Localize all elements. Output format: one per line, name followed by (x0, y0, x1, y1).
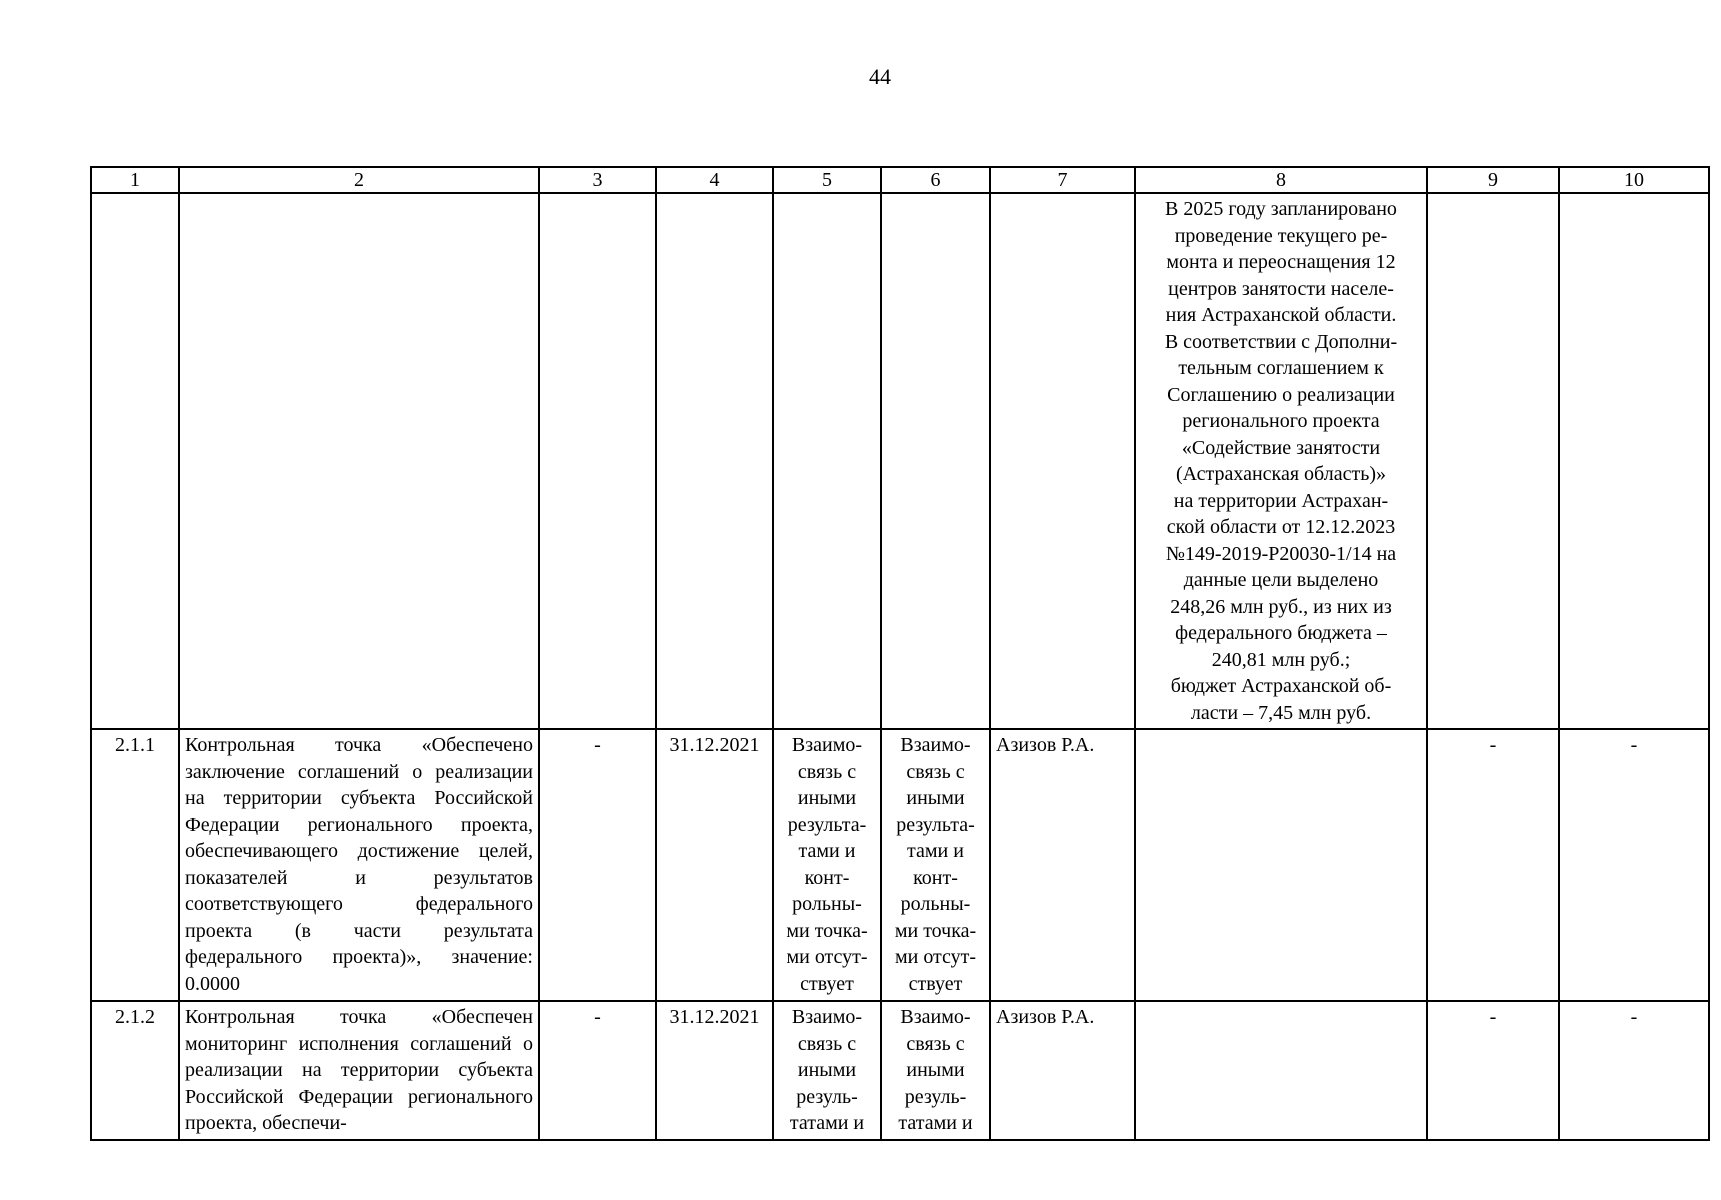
cell-line: тами и (907, 840, 964, 862)
comment-line: проведение текущего ре- (1174, 224, 1388, 247)
cell-col-5 (773, 729, 881, 1001)
cell-comment (1135, 1001, 1427, 1140)
comment-line: ния Астраханской области. (1165, 304, 1397, 326)
cell-line: татами и (789, 1112, 865, 1134)
comment-line: Соглашению о реализации (1167, 383, 1395, 406)
comment-line: В соответствии с Дополни- (1164, 330, 1398, 353)
cell-line: ми отсут- (894, 946, 977, 968)
cell-line: резуль- (796, 1085, 858, 1108)
cell-number: 2.1.2 (91, 1001, 179, 1140)
cell-comment (1135, 729, 1427, 1001)
cell-line: ми отсут- (786, 946, 868, 968)
header-col-2: 2 (179, 167, 539, 193)
comment-line: данные цели выделено (1183, 569, 1379, 591)
table-row (91, 193, 1709, 729)
comment-line: (Астраханская область)» (1176, 463, 1386, 485)
table-row (91, 1001, 1709, 1140)
header-col-1: 1 (91, 167, 179, 193)
cell-line: ствует (908, 972, 963, 995)
cell-line: результа- (896, 813, 975, 836)
cell-line: ми точка- (786, 919, 868, 942)
cell-comment (1135, 193, 1427, 729)
cell-line: связь с (797, 1032, 857, 1055)
comment-line: монта и переоснащения 12 (1166, 251, 1396, 273)
page-number: 44 (869, 64, 891, 89)
header-col-3: 3 (539, 167, 656, 193)
cell-col-6 (881, 193, 990, 729)
cell-line: Взаимо- (900, 734, 971, 756)
cell-responsible: Азизов Р.А. (990, 1001, 1135, 1140)
table-row (91, 729, 1709, 1001)
comment-line: тельным соглашением к (1178, 357, 1384, 379)
cell-line: Взаимо- (900, 1006, 971, 1028)
cell-col-9: - (1427, 729, 1559, 1001)
cell-col-5 (773, 193, 881, 729)
cell-responsible (990, 193, 1135, 729)
comment-line: 248,26 млн руб., из них из (1170, 595, 1392, 618)
cell-col-10: - (1559, 1001, 1709, 1140)
cell-col-3 (539, 193, 656, 729)
cell-description (179, 193, 539, 729)
cell-line: тами и (798, 840, 856, 862)
cell-line: связь с (906, 1032, 965, 1055)
cell-col-5 (773, 1001, 881, 1140)
cell-line: Взаимо- (791, 734, 863, 756)
header-col-4: 4 (656, 167, 773, 193)
cell-line: конт- (913, 866, 958, 889)
header-col-5: 5 (773, 167, 881, 193)
cell-line: рольны- (792, 893, 862, 915)
cell-col-10: - (1559, 729, 1709, 1001)
comment-line: В 2025 году запланировано (1165, 198, 1397, 220)
cell-col-4 (656, 193, 773, 729)
comment-line: федерального бюджета – (1175, 622, 1387, 644)
comment-line: №149-2019-Р20030-1/14 на (1165, 542, 1397, 565)
cell-description: Контрольная точка «Обеспечено заключение соглашений о реализации на территории субъекта Российской Федерации регионального проекта, обеспечивающего достижение целей, показателей и результатов соответствующего федерального проекта (в части результата федерального проекта)», значение: 0.0000 (179, 729, 539, 1001)
cell-line: иными (906, 787, 965, 809)
header-col-8: 8 (1135, 167, 1427, 193)
header-col-7: 7 (990, 167, 1135, 193)
cell-line: иными (906, 1059, 965, 1081)
table-header-row (91, 167, 1709, 193)
cell-col-3: - (539, 1001, 656, 1140)
cell-number (91, 193, 179, 729)
comment-line: регионального проекта (1182, 410, 1380, 432)
comment-line: 240,81 млн руб.; (1211, 648, 1351, 671)
cell-line: конт- (804, 866, 850, 889)
cell-line: иными (797, 1059, 857, 1081)
cell-date: 31.12.2021 (656, 729, 773, 1001)
cell-line: ми точка- (894, 919, 977, 942)
comment-line: бюджет Астраханской об- (1170, 675, 1392, 697)
cell-col-10 (1559, 193, 1709, 729)
cell-col-6 (881, 1001, 990, 1140)
comment-line: «Содействие занятости (1181, 436, 1381, 459)
header-col-9: 9 (1427, 167, 1559, 193)
cell-col-6 (881, 729, 990, 1001)
cell-responsible: Азизов Р.А. (990, 729, 1135, 1001)
cell-line: резуль- (904, 1085, 967, 1108)
cell-line: связь с (906, 760, 965, 783)
cell-line: иными (797, 787, 857, 809)
cell-col-9 (1427, 193, 1559, 729)
cell-col-3: - (539, 729, 656, 1001)
cell-col-9: - (1427, 1001, 1559, 1140)
document-table (90, 166, 1710, 1141)
cell-line: Взаимо- (791, 1006, 863, 1028)
comment-line: на территории Астрахан- (1173, 489, 1389, 512)
cell-date: 31.12.2021 (656, 1001, 773, 1140)
comment-line: центров занятости населе- (1168, 277, 1394, 300)
header-col-10: 10 (1559, 167, 1709, 193)
cell-line: рольны- (900, 893, 971, 915)
comment-line: ласти – 7,45 млн руб. (1190, 701, 1372, 724)
comment-line: ской области от 12.12.2023 (1166, 516, 1396, 538)
cell-line: связь с (797, 760, 857, 783)
cell-line: татами и (898, 1112, 973, 1134)
cell-line: результа- (787, 813, 867, 836)
cell-description: Контрольная точка «Обеспечен мониторинг исполнения соглашений о реализации на территории субъекта Российской Федерации регионального проекта, обеспечи- (179, 1001, 539, 1140)
header-col-6: 6 (881, 167, 990, 193)
cell-number: 2.1.1 (91, 729, 179, 1001)
cell-line: ствует (800, 972, 854, 995)
